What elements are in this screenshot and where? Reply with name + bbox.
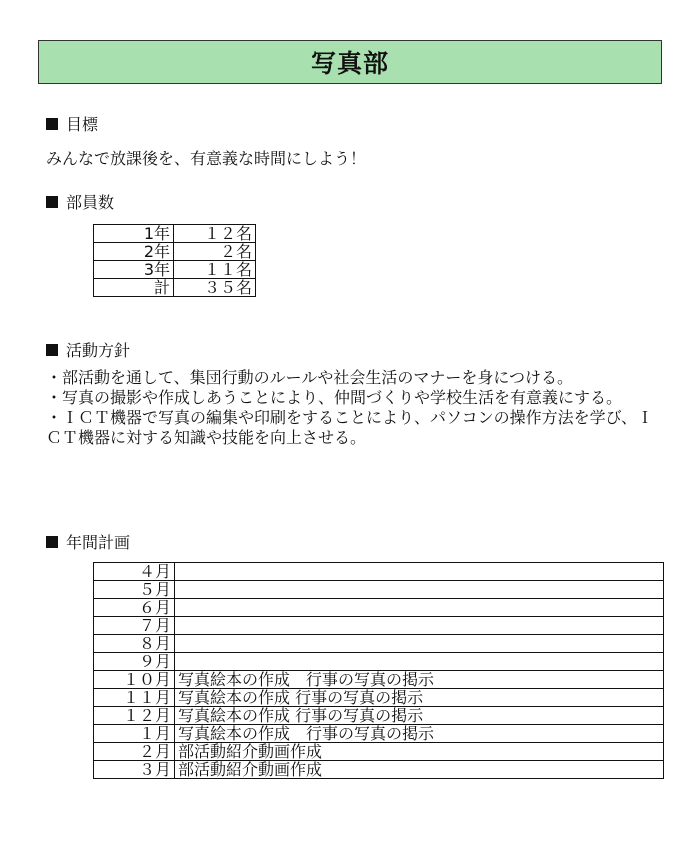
table-row <box>94 225 256 243</box>
table-row <box>94 671 664 689</box>
plan-activity-cell: 部活動紹介動画作成 <box>175 761 664 779</box>
plan-activity-cell: 写真絵本の作成 行事の写真の掲示 <box>175 707 664 725</box>
plan-table <box>93 562 664 779</box>
table-row <box>94 653 664 671</box>
table-row <box>94 635 664 653</box>
plan-activity-cell <box>175 617 664 635</box>
members-count-cell: １２名 <box>174 225 256 243</box>
table-row <box>94 261 256 279</box>
members-count-cell: １１名 <box>174 261 256 279</box>
plan-month-cell: ５月 <box>94 581 175 599</box>
policy-heading-label: 活動方針 <box>66 341 131 360</box>
policy-item: ・部活動を通して、集団行動のルールや社会生活のマナーを身につける。 <box>46 368 574 387</box>
plan-activity-cell: 部活動紹介動画作成 <box>175 743 664 761</box>
plan-month-cell: ６月 <box>94 599 175 617</box>
table-row <box>94 599 664 617</box>
table-row <box>94 689 664 707</box>
policy-item: ・ＩＣＴ機器で写真の編集や印刷をすることにより、パソコンの操作方法を学び、ＩＣＴ機器に対する知識や技能を向上させる。 <box>46 408 654 447</box>
square-bullet-icon <box>46 344 58 356</box>
table-row <box>94 581 664 599</box>
members-grade-cell: 2年 <box>94 243 174 261</box>
members-count-cell: ２名 <box>174 243 256 261</box>
table-row <box>94 563 664 581</box>
plan-month-cell: ８月 <box>94 635 175 653</box>
plan-activity-cell <box>175 599 664 617</box>
policy-heading <box>46 338 130 361</box>
table-row <box>94 743 664 761</box>
members-total-label-cell: 計 <box>94 279 174 297</box>
table-row <box>94 279 256 297</box>
members-total-count-cell: ３５名 <box>174 279 256 297</box>
plan-month-cell: ９月 <box>94 653 175 671</box>
members-table <box>93 224 256 297</box>
plan-activity-cell <box>175 653 664 671</box>
members-heading-label: 部員数 <box>66 193 115 212</box>
goal-heading <box>46 112 98 135</box>
page-title: 写真部 <box>310 49 389 78</box>
plan-activity-cell: 写真絵本の作成 行事の写真の掲示 <box>175 689 664 707</box>
members-grade-cell: 1年 <box>94 225 174 243</box>
plan-month-cell: ３月 <box>94 761 175 779</box>
plan-activity-cell <box>175 635 664 653</box>
table-row <box>94 707 664 725</box>
square-bullet-icon <box>46 118 58 130</box>
members-heading <box>46 190 114 213</box>
plan-activity-cell: 写真絵本の作成 行事の写真の掲示 <box>175 725 664 743</box>
plan-month-cell: １１月 <box>94 689 175 707</box>
plan-month-cell: ４月 <box>94 563 175 581</box>
goal-heading-label: 目標 <box>66 115 99 134</box>
square-bullet-icon <box>46 536 58 548</box>
plan-month-cell: ７月 <box>94 617 175 635</box>
policy-item: ・写真の撮影や作成しあうことにより、仲間づくりや学校生活を有意義にする。 <box>46 388 623 407</box>
square-bullet-icon <box>46 196 58 208</box>
policy-list <box>46 368 658 448</box>
goal-text: みんなで放課後を、有意義な時間にしよう！ <box>46 149 367 168</box>
plan-activity-cell <box>175 563 664 581</box>
page-title-bar <box>38 40 662 84</box>
plan-month-cell: １２月 <box>94 707 175 725</box>
plan-month-cell: １月 <box>94 725 175 743</box>
plan-heading <box>46 530 130 553</box>
table-row <box>94 617 664 635</box>
plan-activity-cell: 写真絵本の作成 行事の写真の掲示 <box>175 671 664 689</box>
table-row <box>94 725 664 743</box>
plan-heading-label: 年間計画 <box>66 533 131 552</box>
plan-month-cell: １０月 <box>94 671 175 689</box>
members-grade-cell: 3年 <box>94 261 174 279</box>
table-row <box>94 761 664 779</box>
plan-month-cell: ２月 <box>94 743 175 761</box>
plan-activity-cell <box>175 581 664 599</box>
table-row <box>94 243 256 261</box>
